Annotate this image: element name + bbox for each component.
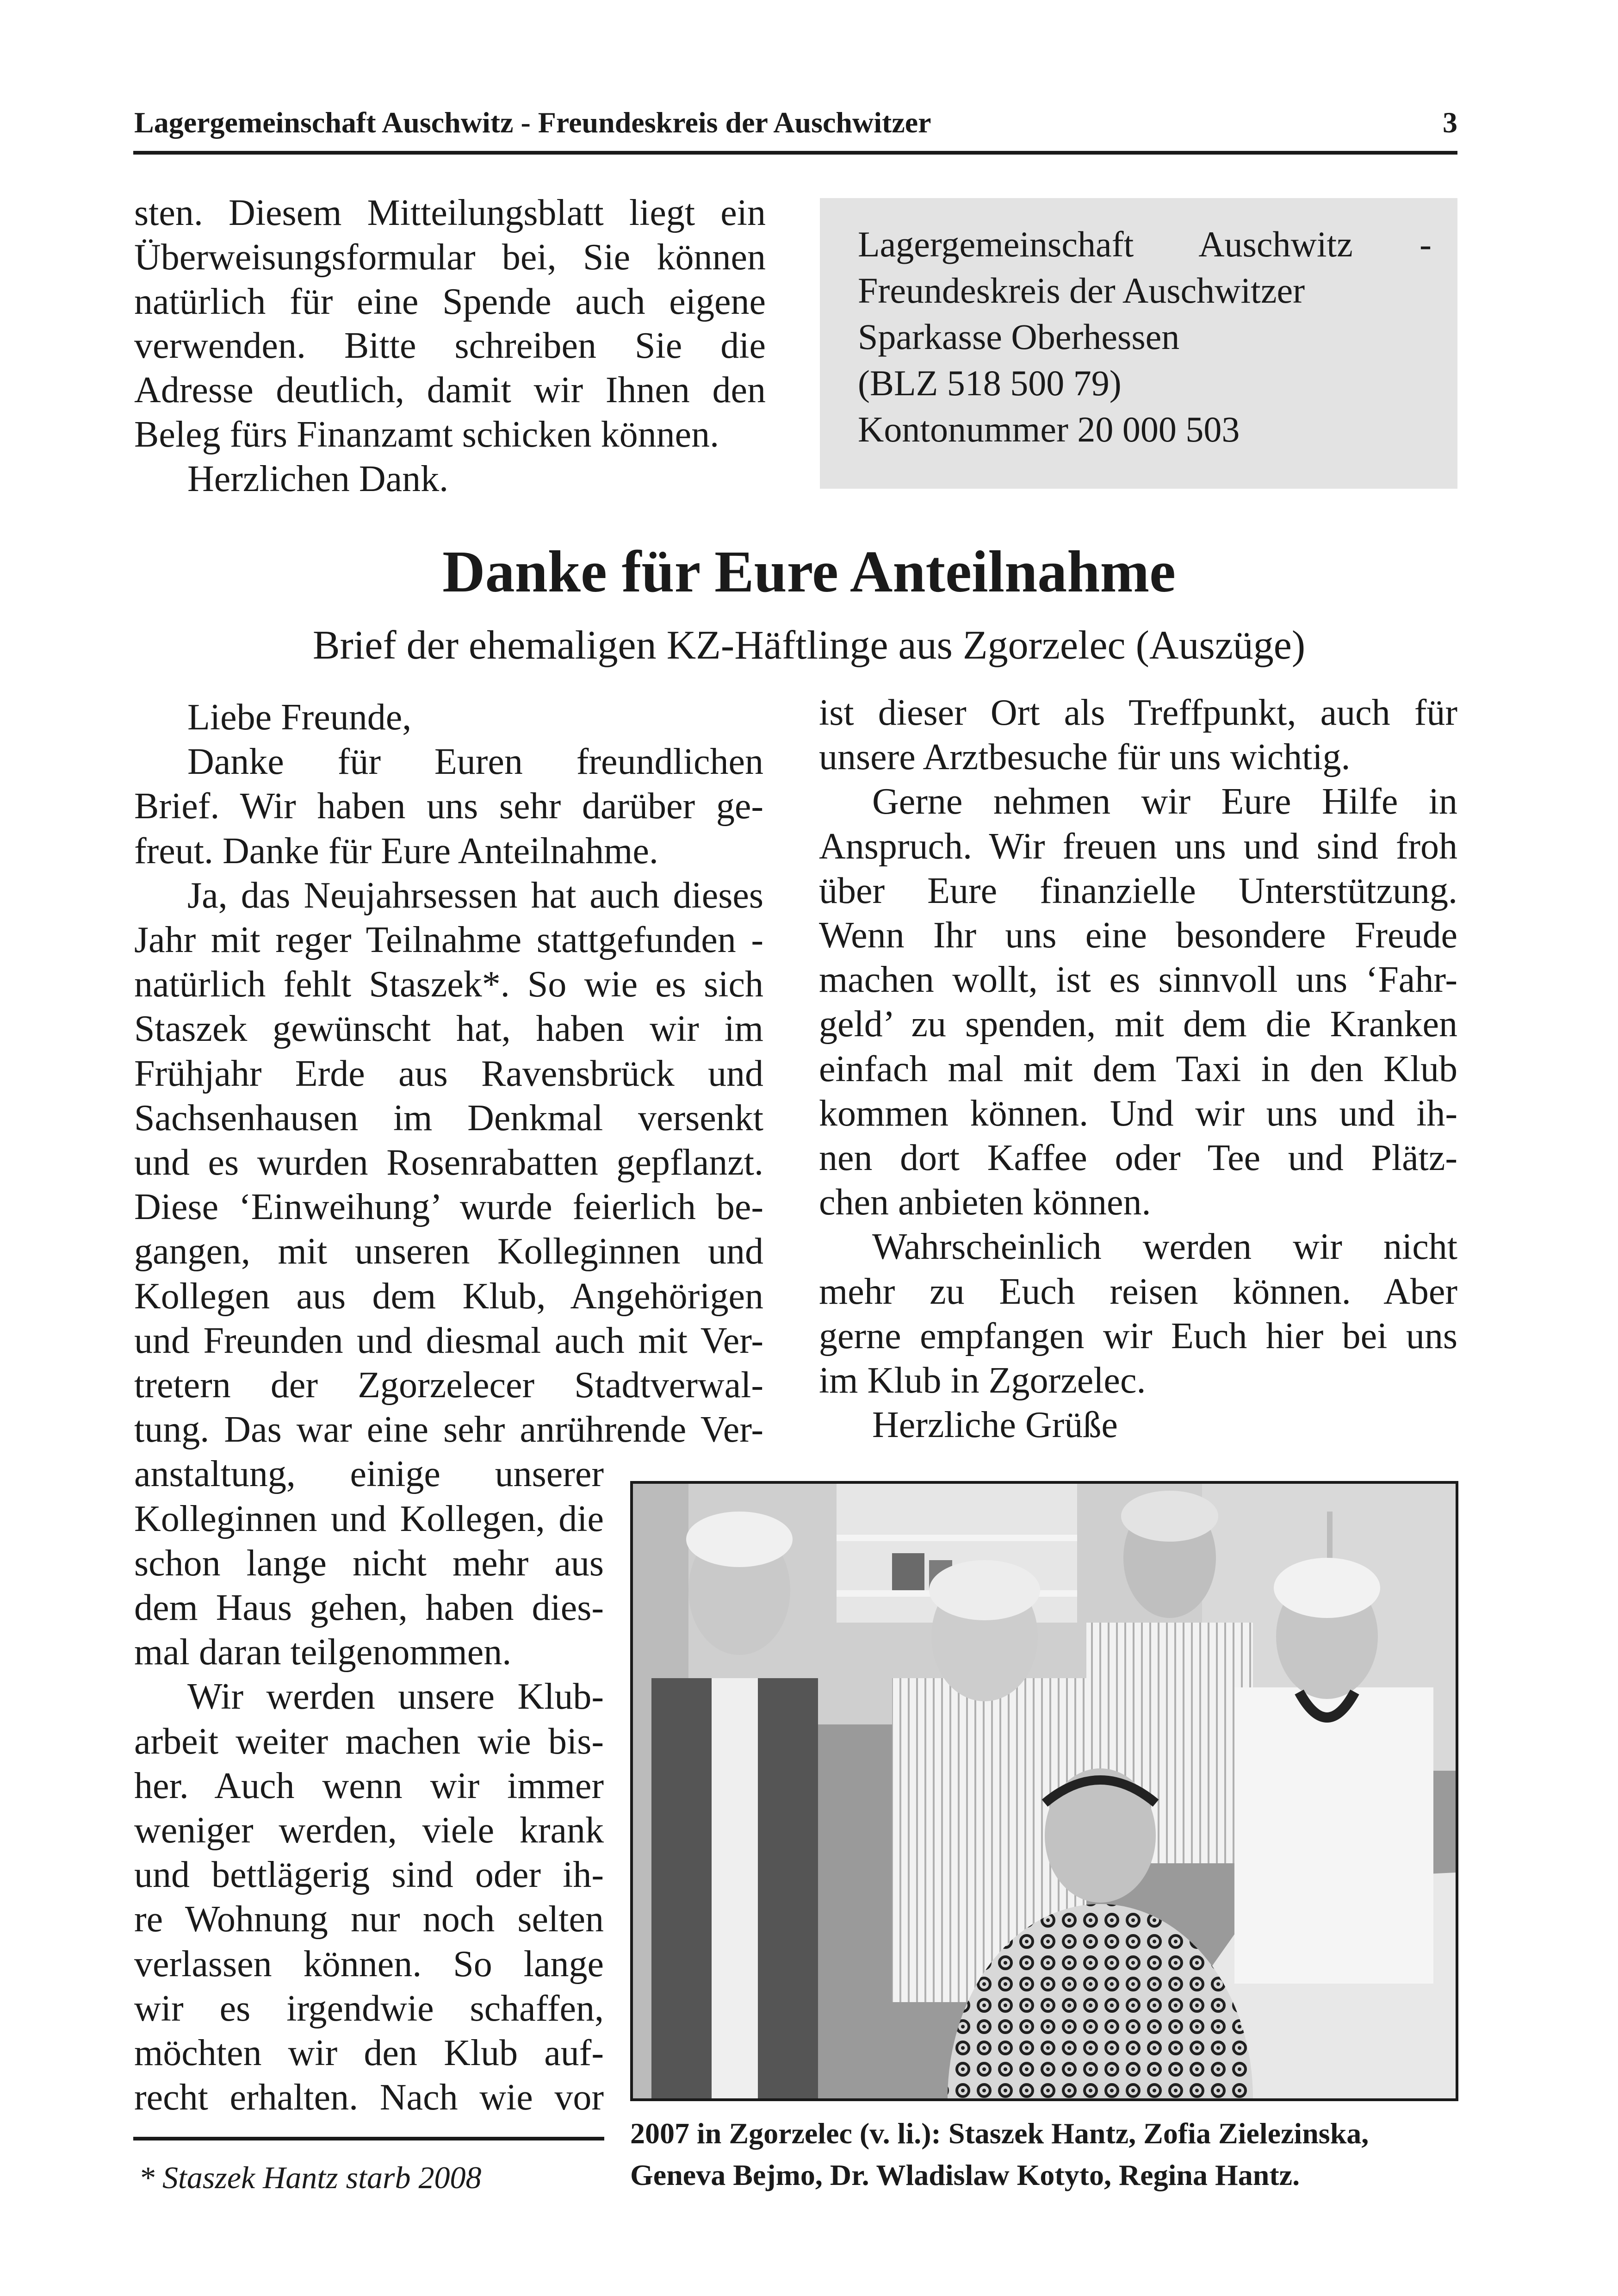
running-header-title: Lagergemeinschaft Auschwitz - Freundeskreis der Auschwitzer [134, 106, 931, 139]
text-line: natürlich für eine Spende auch eigene [134, 281, 766, 322]
page-number: 3 [1443, 106, 1457, 139]
text-line: tretern der Zgorzelecer Stadtverwal- [134, 1365, 763, 1406]
text-line: Diese ‘Einweihung’ wurde feierlich be- [134, 1187, 763, 1228]
text-line: und es wurden Rosenrabatten gepflanzt. [134, 1142, 763, 1183]
text-line: Staszek gewünscht hat, haben wir im [134, 1008, 763, 1050]
text-line: tung. Das war eine sehr anrührende Ver- [134, 1409, 763, 1450]
text-line: ist dieser Ort als Treffpunkt, auch für [819, 692, 1457, 733]
footnote-rule [133, 2137, 604, 2140]
text-line: Freundeskreis der Auschwitzer [858, 270, 1305, 311]
footnote: * Staszek Hantz starb 2008 [139, 2160, 482, 2195]
text-line: weniger werden, viele krank [134, 1810, 604, 1851]
text-line: geld’ zu spenden, mit dem die Kranken [819, 1004, 1457, 1045]
text-line: re Wohnung nur noch selten [134, 1899, 604, 1940]
text-line: Herzliche Grüße [872, 1405, 1118, 1446]
text-line: (BLZ 518 500 79) [858, 363, 1122, 403]
text-line: einfach mal mit dem Taxi in den Klub [819, 1048, 1457, 1089]
photo-caption-line-2: Geneva Bejmo, Dr. Wladislaw Kotyto, Regina Hantz. [630, 2159, 1300, 2191]
text-line: Frühjahr Erde aus Ravensbrück und [134, 1053, 763, 1094]
text-line: Anspruch. Wir freuen uns und sind froh [819, 826, 1457, 867]
text-line: verwenden. Bitte schreiben Sie die [134, 325, 766, 367]
text-line: über Eure finanzielle Unterstützung. [819, 870, 1457, 911]
text-line: gangen, mit unseren Kolleginnen und [134, 1231, 763, 1272]
header-rule [133, 151, 1457, 155]
text-line: Herzlichen Dank. [187, 458, 449, 499]
text-line: Lagergemeinschaft Auschwitz - [858, 224, 1432, 264]
text-line: Kollegen aus dem Klub, Angehörigen [134, 1276, 763, 1317]
text-line: Sparkasse Oberhessen [858, 317, 1180, 357]
text-line: Sachsenhausen im Denkmal versenkt [134, 1097, 763, 1139]
text-line: im Klub in Zgorzelec. [819, 1360, 1146, 1401]
text-line: gerne empfangen wir Euch hier bei uns [819, 1315, 1457, 1356]
text-line: Jahr mit reger Teilnahme stattgefunden - [134, 920, 763, 960]
text-line: freut. Danke für Eure Anteilnahme. [134, 830, 658, 871]
article-subheadline: Brief der ehemaligen KZ-Häftlinge aus Zgorzelec (Auszüge) [312, 623, 1306, 668]
text-line: Brief. Wir haben uns sehr darüber ge- [134, 786, 763, 827]
text-line: arbeit weiter machen wie bis- [134, 1721, 604, 1762]
text-line: schon lange nicht mehr aus [134, 1543, 604, 1584]
text-line: chen anbieten können. [819, 1182, 1151, 1223]
text-line: und Freunden und diesmal auch mit Ver- [134, 1320, 763, 1361]
text-line: unsere Arztbesuche für uns wichtig. [819, 737, 1351, 778]
text-line: Danke für Euren freundlichen [187, 741, 763, 783]
text-line: recht erhalten. Nach wie vor [134, 2077, 604, 2118]
text-line: Kontonummer 20 000 503 [858, 409, 1240, 449]
text-line: verlassen können. So lange [134, 1943, 604, 1985]
text-line: Adresse deutlich, damit wir Ihnen den [134, 370, 766, 411]
text-line: nen dort Kaffee oder Tee und Plätz- [819, 1138, 1457, 1178]
text-line: her. Auch wenn wir immer [134, 1765, 604, 1806]
text-line: wir es irgendwie schaffen, [134, 1988, 604, 2029]
text-line: und bettlägerig sind oder ih- [134, 1854, 604, 1896]
article-headline: Danke für Eure Anteilnahme [442, 539, 1176, 604]
text-line: anstaltung, einige unserer [134, 1454, 604, 1495]
text-line: möchten wir den Klub auf- [134, 2033, 604, 2073]
text-line: machen wollt, ist es sinnvoll uns ‘Fahr- [819, 959, 1457, 1001]
photo-caption-line-1: 2007 in Zgorzelec (v. li.): Staszek Hantz, Zofia Zielezinska, [630, 2117, 1369, 2150]
text-line: Wir werden unsere Klub- [187, 1676, 604, 1717]
text-line: dem Haus gehen, haben dies- [134, 1587, 604, 1628]
text-line: kommen können. Und wir uns und ih- [819, 1093, 1457, 1134]
text-line: Liebe Freunde, [187, 697, 412, 738]
text-line: Ja, das Neujahrsessen hat auch dieses [187, 875, 763, 916]
text-line: Wenn Ihr uns eine besondere Freude [819, 915, 1457, 956]
group-photo [630, 1481, 1458, 2101]
text-line: mal daran teilgenommen. [134, 1632, 512, 1673]
text-line: sten. Diesem Mitteilungsblatt liegt ein [134, 193, 766, 233]
text-line: Wahrscheinlich werden wir nicht [872, 1226, 1457, 1268]
text-line: natürlich fehlt Staszek*. So wie es sich [134, 964, 763, 1005]
text-line: Kolleginnen und Kollegen, die [134, 1498, 604, 1539]
text-line: mehr zu Euch reisen können. Aber [819, 1271, 1457, 1312]
text-line: Überweisungsformular bei, Sie können [134, 236, 766, 278]
bank-details-box [820, 198, 1457, 489]
text-line: Gerne nehmen wir Eure Hilfe in [872, 781, 1457, 822]
text-line: Beleg fürs Finanzamt schicken können. [134, 414, 719, 455]
group-photo-image [633, 1484, 1456, 2098]
